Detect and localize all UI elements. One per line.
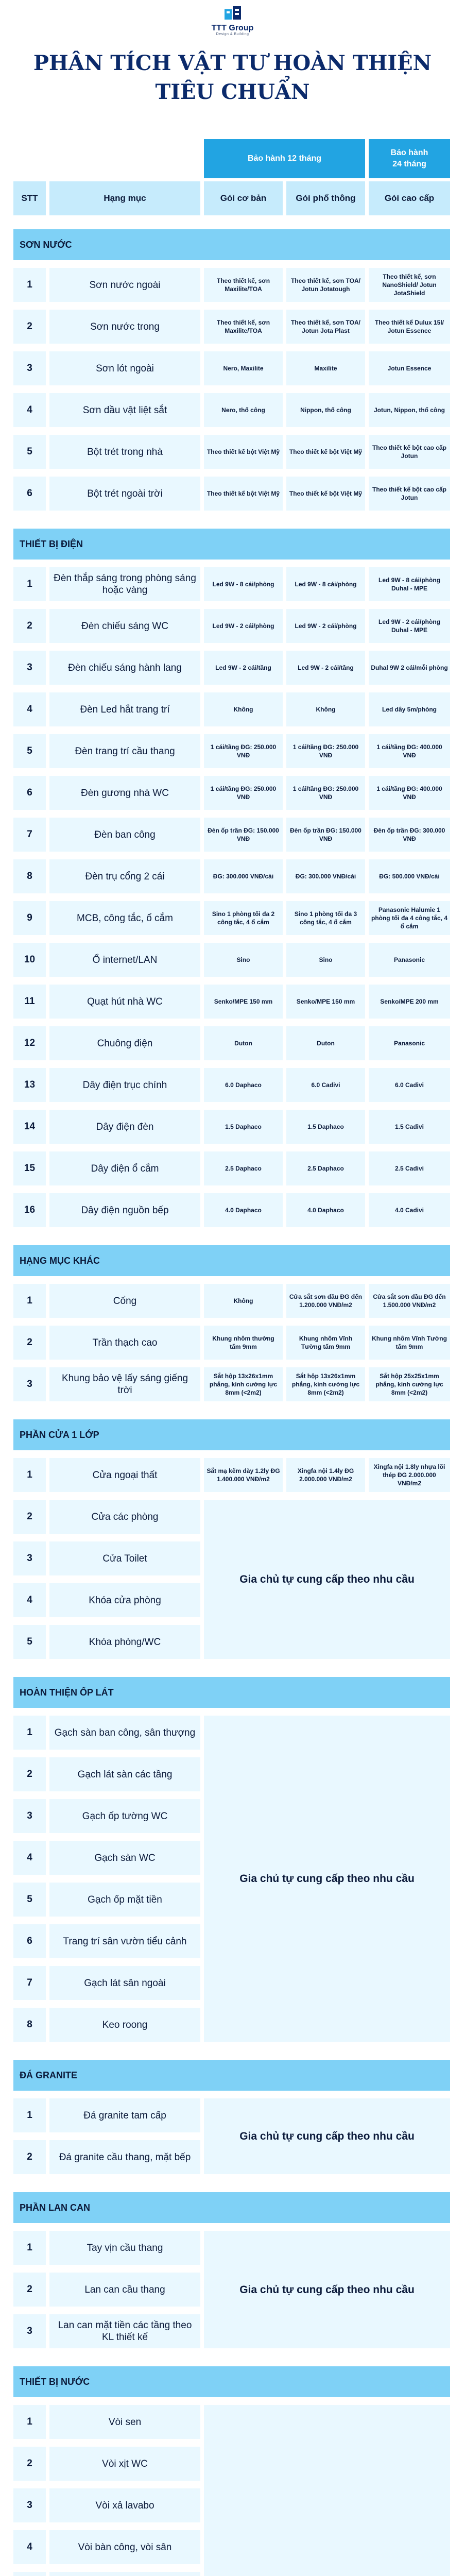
standard-package-value: Sino (286, 943, 365, 977)
page-title (0, 49, 465, 107)
item-name: Sơn dầu vật liệt sắt (49, 393, 200, 427)
row-number: 2 (13, 2273, 46, 2307)
row-number: 1 (13, 2405, 46, 2439)
premium-package-value: Xingfa nội 1.8ly nhựa lõi thép ĐG 2.000.000 VNĐ/m2 (369, 1458, 450, 1492)
item-name: Cửa Toilet (49, 1541, 200, 1575)
row-number: 4 (13, 1583, 46, 1617)
premium-package-value: Panasonic Halumie 1 phòng tối đa 4 công tắc, 4 ổ cắm (369, 901, 450, 935)
row-number: 5 (13, 435, 46, 469)
basic-package-value: Sắt mạ kẽm dày 1.2ly ĐG 1.400.000 VNĐ/m2 (204, 1458, 283, 1492)
table-row (13, 435, 450, 469)
item-name: Ổ internet/LAN (49, 943, 200, 977)
standard-package-value: Theo thiết kế bột Việt Mỹ (286, 435, 365, 469)
table-row (13, 1110, 450, 1144)
standard-package-value: 1 cái/tầng ĐG: 250.000 VNĐ (286, 734, 365, 768)
basic-package-value: Đèn ốp trần ĐG: 150.000 VNĐ (204, 818, 283, 852)
premium-package-value: Theo thiết kế Dulux 15l/ Jotun Essence (369, 310, 450, 344)
table-row (13, 985, 450, 1019)
table-row (13, 776, 450, 810)
item-name: Gạch sàn ban công, sân thượng (49, 1716, 200, 1750)
premium-package-value: 2.5 Cadivi (369, 1151, 450, 1185)
owner-supplied-note (204, 2405, 450, 2576)
item-name: Gạch ốp mặt tiền (49, 1883, 200, 1917)
row-number: 10 (13, 943, 46, 977)
item-name (49, 2572, 200, 2576)
item-name: Đèn gương nhà WC (49, 776, 200, 810)
row-number: 2 (13, 310, 46, 344)
standard-package-value: 1.5 Daphaco (286, 1110, 365, 1144)
basic-package-value: Duton (204, 1026, 283, 1060)
basic-package-value: 4.0 Daphaco (204, 1193, 283, 1227)
basic-package-value: Sino (204, 943, 283, 977)
item-name: Bột trét trong nhà (49, 435, 200, 469)
owner-supplied-note: Gia chủ tự cung cấp theo nhu cầu (204, 2231, 450, 2348)
item-name: Gạch ốp tường WC (49, 1799, 200, 1833)
row-number: 2 (13, 1326, 46, 1360)
warranty-24-header (369, 139, 450, 178)
standard-package-value: Duton (286, 1026, 365, 1060)
item-name: Tay vịn cầu thang (49, 2231, 200, 2265)
column-header-basic: Gói cơ bản (204, 181, 283, 215)
table-row (13, 567, 450, 601)
owner-supplied-note: Gia chủ tự cung cấp theo nhu cầu (204, 1716, 450, 2042)
row-number: 3 (13, 2314, 46, 2348)
warranty-24-line1: Bảo hành (390, 148, 428, 157)
warranty-12-header: Bảo hành 12 tháng (204, 139, 365, 178)
row-number: 1 (13, 1716, 46, 1750)
item-name: Đèn trang trí cầu thang (49, 734, 200, 768)
brand-name: TTT Group (211, 24, 254, 32)
item-name: Đá granite tam cấp (49, 2098, 200, 2132)
table-row (13, 901, 450, 935)
table-row (13, 859, 450, 893)
row-number: 5 (13, 1883, 46, 1917)
row-number: 2 (13, 2447, 46, 2481)
standard-package-value: Đèn ốp trần ĐG: 150.000 VNĐ (286, 818, 365, 852)
row-number: 4 (13, 1841, 46, 1875)
table-row (13, 734, 450, 768)
row-number: 4 (13, 393, 46, 427)
basic-package-value: 6.0 Daphaco (204, 1068, 283, 1102)
basic-package-value: Led 9W - 2 cái/phòng (204, 609, 283, 643)
section-header: ĐÁ GRANITE (13, 2060, 450, 2091)
item-name: Chuông điện (49, 1026, 200, 1060)
item-name: Cửa ngoại thất (49, 1458, 200, 1492)
section-header: HOÀN THIỆN ỐP LÁT (13, 1677, 450, 1708)
standard-package-value: 4.0 Daphaco (286, 1193, 365, 1227)
basic-package-value: Theo thiết kế, sơn Maxilite/TOA (204, 310, 283, 344)
brand-tagline: Design & Building (216, 32, 249, 36)
basic-package-value: Nero, thổ công (204, 393, 283, 427)
table-row (13, 1367, 450, 1401)
premium-package-value: 1 cái/tầng ĐG: 400.000 VNĐ (369, 734, 450, 768)
standard-package-value: Led 9W - 2 cái/tầng (286, 651, 365, 685)
page-title-line1: PHÂN TÍCH VẬT TƯ HOÀN THIỆN (33, 51, 432, 75)
premium-package-value: Theo thiết kế bột cao cấp Jotun (369, 435, 450, 469)
item-name: Lan can mặt tiền các tầng theo KL thiết kế (49, 2314, 200, 2348)
row-number: 1 (13, 2231, 46, 2265)
item-name: Đèn thắp sáng trong phòng sáng hoặc vàng (49, 567, 200, 601)
item-name: Đèn ban công (49, 818, 200, 852)
premium-package-value: Theo thiết kế bột cao cấp Jotun (369, 477, 450, 511)
column-header-item: Hạng mục (49, 181, 200, 215)
item-name: Keo roong (49, 2008, 200, 2042)
premium-package-value: Jotun, Nippon, thổ công (369, 393, 450, 427)
basic-package-value: 1.5 Daphaco (204, 1110, 283, 1144)
row-number: 16 (13, 1193, 46, 1227)
column-header-stt: STT (13, 181, 46, 215)
row-number: 1 (13, 1284, 46, 1318)
basic-package-value: Led 9W - 8 cái/phòng (204, 567, 283, 601)
premium-package-value: Panasonic (369, 1026, 450, 1060)
table-row (13, 1326, 450, 1360)
row-number: 8 (13, 2008, 46, 2042)
basic-package-value: Theo thiết kế bột Việt Mỹ (204, 435, 283, 469)
owner-supplied-note: Gia chủ tự cung cấp theo nhu cầu (204, 1500, 450, 1659)
premium-package-value: Theo thiết kế, sơn NanoShield/ Jotun JotaShield (369, 268, 450, 302)
table-row (13, 609, 450, 643)
item-name: Gạch lát sân ngoài (49, 1966, 200, 2000)
table-row (13, 943, 450, 977)
row-number: 6 (13, 776, 46, 810)
standard-package-value: Led 9W - 8 cái/phòng (286, 567, 365, 601)
section-header: HẠNG MỤC KHÁC (13, 1245, 450, 1276)
table-row (13, 651, 450, 685)
premium-package-value: Led 9W - 8 cái/phòng Duhal - MPE (369, 567, 450, 601)
section-header: THIẾT BỊ ĐIỆN (13, 529, 450, 560)
premium-package-value: 1.5 Cadivi (369, 1110, 450, 1144)
basic-package-value: Senko/MPE 150 mm (204, 985, 283, 1019)
standard-package-value: Led 9W - 2 cái/phòng (286, 609, 365, 643)
basic-package-value: Sino 1 phòng tối đa 2 công tắc, 4 ổ cắm (204, 901, 283, 935)
basic-package-value: Theo thiết kế, sơn Maxilite/TOA (204, 268, 283, 302)
premium-package-value: Duhal 9W 2 cái/mỗi phòng (369, 651, 450, 685)
item-name: Đèn trụ cổng 2 cái (49, 859, 200, 893)
table-row (13, 692, 450, 726)
item-name: Vòi xả lavabo (49, 2488, 200, 2522)
table-row (13, 351, 450, 385)
standard-package-value: ĐG: 300.000 VNĐ/cái (286, 859, 365, 893)
section-header: SƠN NƯỚC (13, 229, 450, 260)
standard-package-value: 2.5 Daphaco (286, 1151, 365, 1185)
row-number: 2 (13, 1500, 46, 1534)
table-row (13, 1068, 450, 1102)
row-number: 3 (13, 351, 46, 385)
item-name: Trang trí sân vườn tiểu cảnh (49, 1924, 200, 1958)
table-row (13, 393, 450, 427)
item-name: Khóa phòng/WC (49, 1625, 200, 1659)
row-number: 3 (13, 1541, 46, 1575)
row-number: 15 (13, 1151, 46, 1185)
row-number (13, 2572, 46, 2576)
item-name: Vòi bàn công, vòi sân (49, 2530, 200, 2564)
item-name: Đèn Led hắt trang trí (49, 692, 200, 726)
premium-package-value: 4.0 Cadivi (369, 1193, 450, 1227)
item-name: Vòi xịt WC (49, 2447, 200, 2481)
basic-package-value: Theo thiết kế bột Việt Mỹ (204, 477, 283, 511)
row-number: 1 (13, 2098, 46, 2132)
row-number: 2 (13, 2140, 46, 2174)
item-name: Dây điện đèn (49, 1110, 200, 1144)
standard-package-value: Nippon, thổ công (286, 393, 365, 427)
basic-package-value: 1 cái/tầng ĐG: 250.000 VNĐ (204, 776, 283, 810)
row-number: 4 (13, 2530, 46, 2564)
row-number: 13 (13, 1068, 46, 1102)
row-number: 1 (13, 567, 46, 601)
premium-package-value: Led 9W - 2 cái/phòng Duhal - MPE (369, 609, 450, 643)
item-name: Dây điện nguồn bếp (49, 1193, 200, 1227)
column-header-standard: Gói phổ thông (286, 181, 365, 215)
table-row (13, 268, 450, 302)
item-name: Bột trét ngoài trời (49, 477, 200, 511)
standard-package-value: Không (286, 692, 365, 726)
basic-package-value: Nero, Maxilite (204, 351, 283, 385)
item-name: Dây điện ổ cắm (49, 1151, 200, 1185)
standard-package-value: Xingfa nội 1.4ly ĐG 2.000.000 VNĐ/m2 (286, 1458, 365, 1492)
row-number: 3 (13, 651, 46, 685)
section-header: PHẦN LAN CAN (13, 2192, 450, 2223)
standard-package-value: Khung nhôm Vĩnh Tường tấm 9mm (286, 1326, 365, 1360)
row-number: 2 (13, 609, 46, 643)
house-logo-icon (222, 5, 243, 21)
item-name: Gạch sàn WC (49, 1841, 200, 1875)
item-name: Sơn lót ngoài (49, 351, 200, 385)
table-row (13, 1284, 450, 1318)
item-name: MCB, công tắc, ổ cắm (49, 901, 200, 935)
warranty-24-line2: 24 tháng (392, 160, 426, 168)
item-name: Khung bảo vệ lấy sáng giếng trời (49, 1367, 200, 1401)
item-name: Vòi sen (49, 2405, 200, 2439)
standard-package-value: Theo thiết kế, sơn TOA/ Jotun Jota Plast (286, 310, 365, 344)
row-number: 1 (13, 268, 46, 302)
standard-package-value: Theo thiết kế, sơn TOA/ Jotun Jotatough (286, 268, 365, 302)
item-name: Đèn chiếu sáng WC (49, 609, 200, 643)
standard-package-value: Senko/MPE 150 mm (286, 985, 365, 1019)
item-name: Quạt hút nhà WC (49, 985, 200, 1019)
table-row (13, 818, 450, 852)
row-number: 11 (13, 985, 46, 1019)
item-name: Khóa cửa phòng (49, 1583, 200, 1617)
row-number: 7 (13, 1966, 46, 2000)
section-header: PHẦN CỬA 1 LỚP (13, 1419, 450, 1450)
basic-package-value: ĐG: 300.000 VNĐ/cái (204, 859, 283, 893)
section-header: THIẾT BỊ NƯỚC (13, 2366, 450, 2397)
owner-supplied-note: Gia chủ tự cung cấp theo nhu cầu (204, 2098, 450, 2174)
item-name: Sơn nước ngoài (49, 268, 200, 302)
item-name: Lan can cầu thang (49, 2273, 200, 2307)
standard-package-value: Sino 1 phòng tối đa 3 công tắc, 4 ổ cắm (286, 901, 365, 935)
row-number: 1 (13, 1458, 46, 1492)
table-row (13, 1193, 450, 1227)
row-number: 14 (13, 1110, 46, 1144)
item-name: Cổng (49, 1284, 200, 1318)
standard-package-value: 1 cái/tầng ĐG: 250.000 VNĐ (286, 776, 365, 810)
table-row (13, 310, 450, 344)
row-number: 6 (13, 1924, 46, 1958)
column-header-premium: Gói cao cấp (369, 181, 450, 215)
premium-package-value: Cửa sắt sơn dầu ĐG đến 1.500.000 VNĐ/m2 (369, 1284, 450, 1318)
row-number: 3 (13, 2488, 46, 2522)
item-name: Đá granite cầu thang, mặt bếp (49, 2140, 200, 2174)
row-number: 4 (13, 692, 46, 726)
brand-logo (0, 5, 465, 36)
premium-package-value: Sắt hộp 25x25x1mm phẳng, kính cường lực 8mm (<2m2) (369, 1367, 450, 1401)
premium-package-value: 6.0 Cadivi (369, 1068, 450, 1102)
row-number: 2 (13, 1757, 46, 1791)
table-row (13, 477, 450, 511)
item-name: Cửa các phòng (49, 1500, 200, 1534)
page-title-line2: TIÊU CHUẨN (155, 80, 310, 104)
row-number: 3 (13, 1367, 46, 1401)
row-number: 5 (13, 734, 46, 768)
row-number: 9 (13, 901, 46, 935)
premium-package-value: Panasonic (369, 943, 450, 977)
standard-package-value: Theo thiết kế bột Việt Mỹ (286, 477, 365, 511)
standard-package-value: Maxilite (286, 351, 365, 385)
basic-package-value: Sắt hộp 13x26x1mm phẳng, kính cường lực 8mm (<2m2) (204, 1367, 283, 1401)
row-number: 5 (13, 1625, 46, 1659)
row-number: 6 (13, 477, 46, 511)
premium-package-value: Đèn ốp trần ĐG: 300.000 VNĐ (369, 818, 450, 852)
basic-package-value: Không (204, 1284, 283, 1318)
item-name: Gạch lát sàn các tầng (49, 1757, 200, 1791)
table-row (13, 1151, 450, 1185)
basic-package-value: Led 9W - 2 cái/tầng (204, 651, 283, 685)
item-name: Đèn chiếu sáng hành lang (49, 651, 200, 685)
row-number: 12 (13, 1026, 46, 1060)
row-number: 3 (13, 1799, 46, 1833)
row-number: 7 (13, 818, 46, 852)
basic-package-value: 1 cái/tầng ĐG: 250.000 VNĐ (204, 734, 283, 768)
basic-package-value: Khung nhôm thường tấm 9mm (204, 1326, 283, 1360)
row-number: 8 (13, 859, 46, 893)
table-row (13, 1458, 450, 1492)
basic-package-value: Không (204, 692, 283, 726)
item-name: Sơn nước trong (49, 310, 200, 344)
premium-package-value: Senko/MPE 200 mm (369, 985, 450, 1019)
premium-package-value: 1 cái/tầng ĐG: 400.000 VNĐ (369, 776, 450, 810)
item-name: Dây điện trục chính (49, 1068, 200, 1102)
premium-package-value: ĐG: 500.000 VNĐ/cái (369, 859, 450, 893)
premium-package-value: Jotun Essence (369, 351, 450, 385)
table-row (13, 1026, 450, 1060)
premium-package-value: Khung nhôm Vĩnh Tường tấm 9mm (369, 1326, 450, 1360)
premium-package-value: Led dây 5m/phòng (369, 692, 450, 726)
standard-package-value: Sắt hộp 13x26x1mm phẳng, kính cường lực 8mm (<2m2) (286, 1367, 365, 1401)
item-name: Trần thạch cao (49, 1326, 200, 1360)
standard-package-value: Cửa sắt sơn dầu ĐG đến 1.200.000 VNĐ/m2 (286, 1284, 365, 1318)
standard-package-value: 6.0 Cadivi (286, 1068, 365, 1102)
basic-package-value: 2.5 Daphaco (204, 1151, 283, 1185)
